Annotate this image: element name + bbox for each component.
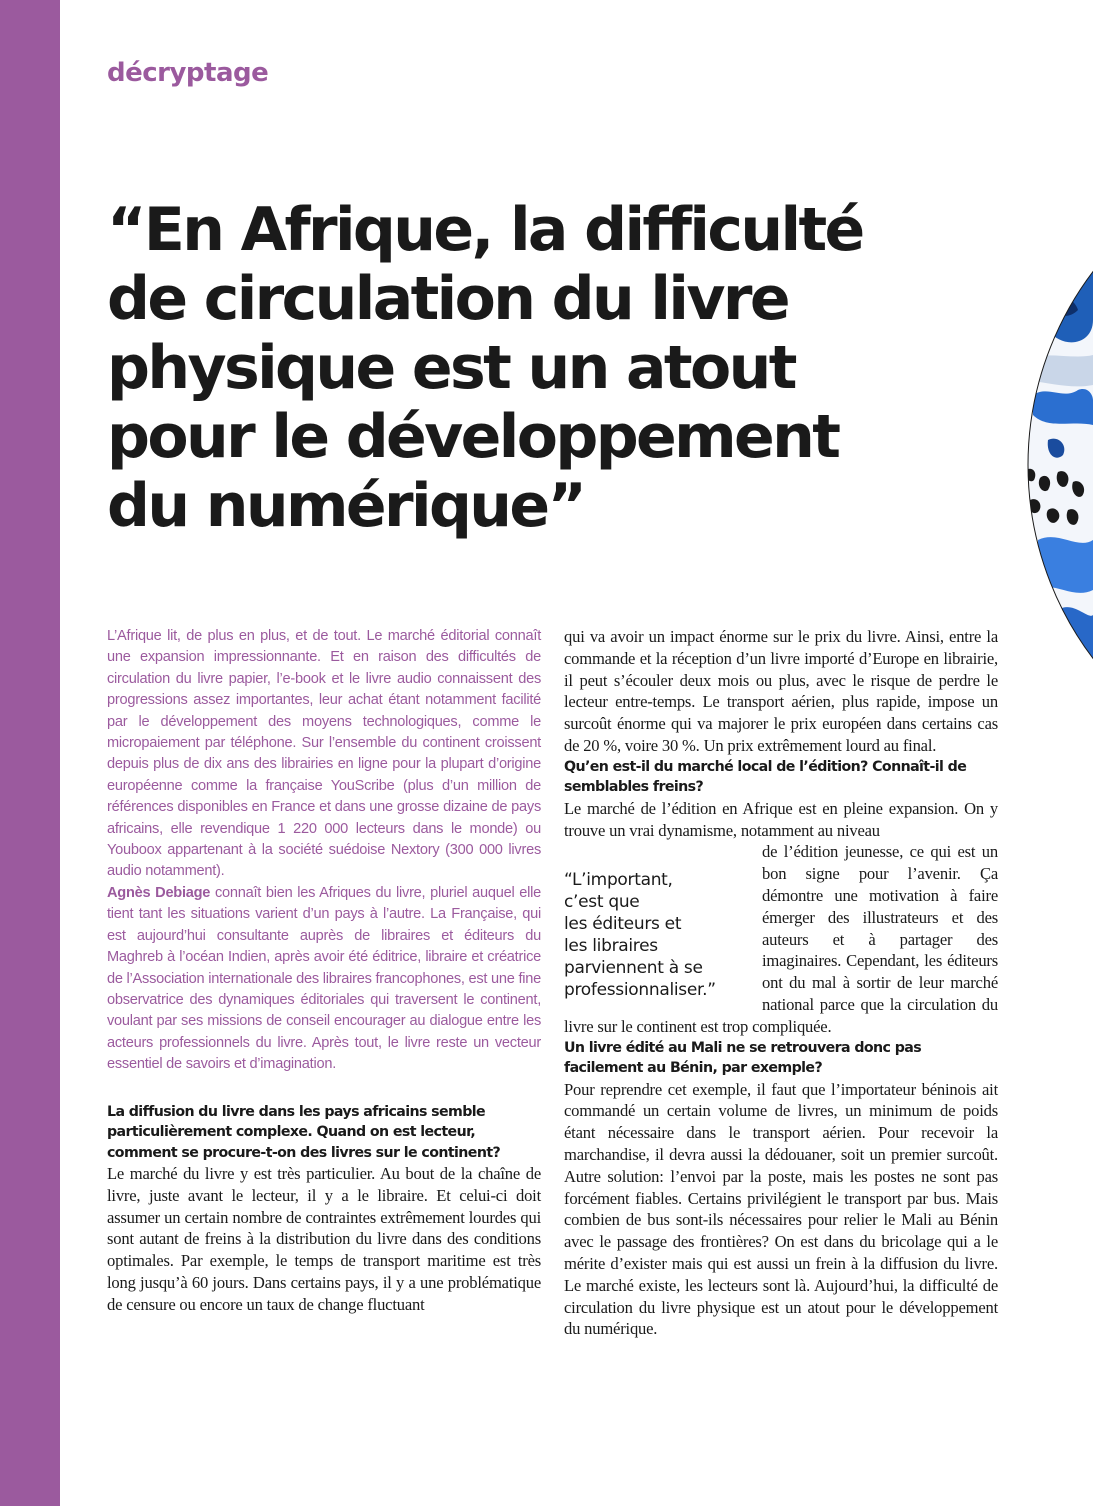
intro-paragraph-author: [107, 883, 541, 1076]
pull-quote-line: c’est que: [564, 892, 640, 913]
intro-paragraph-text: connaît bien les Afriques du livre, pluriel auquel elle tient tant les situations varient d’un pays à l’autre. La Française, qui est aujourd’hui consultante auprès de libraires et éditeurs du Maghreb à l’océan Indien, après avoir été éditrice, libraire et créatrice de l’Association internationale des libraires francophones, est une fine observatrice des dynamiques éditoriales qui traversent le continent, voulant par ses missions de conseil encourager au dialogue entre les acteurs professionnels du livre. Après tout, le livre reste un vecteur essentiel de savoirs et d’imagination.: [107, 884, 541, 1073]
pull-quote-line: professionnaliser.”: [564, 980, 716, 1001]
headline-line: “En Afrique, la difficulté: [107, 195, 863, 265]
interview-answer: Pour reprendre cet exemple, il faut que l’importateur béninois ait commandé un certain volume de livres, un minimum de poids étant nécessaire dans le transport aérien. Pour recevoir la marchandise, il devra aussi la dédouaner, soit un premier surcoût. Autre solution: l’envoi par la poste, mais les postes ne sont pas forcément fiables. Certains privilégient le transport par bus. Mais combien de bus sont-ils nécessaires pour relier le Mali au Bénin avec le passage des frontières? On est dans du bricolage qui a le mérite d’exister mais qui est aussi un frein à la diffusion du livre. Le marché existe, les lecteurs sont là. Aujourd’hui, la difficulté de circulation du livre physique est un atout pour le développement du numérique.: [564, 1079, 998, 1339]
intro-paragraph: L’Afrique lit, de plus en plus, et de tout. Le marché éditorial connaît une expansion impressionnante. Et en raison des difficultés de circulation du livre papier, l’e-book et le livre audio connaissent des progressions assez importantes, leur achat étant notamment facilité par le développement des moyens technologiques, comme le micropaiement par téléphone. Sur l’ensemble du continent croissent depuis plus de dix ans des librairies en ligne pour la plupart d’origine européenne comme la française YouScribe (plus d’un million de références disponibles en France et dans une grosse dizaine de pays africains, elle revendique 1 220 000 lecteurs dans le monde) ou Youboox appartenant à la société suédoise Nextory (300 000 livres audio notamment).: [107, 628, 541, 880]
pull-quote: [564, 869, 752, 1001]
side-color-bar: [0, 0, 60, 1506]
headline-line: physique est un atout: [107, 333, 795, 403]
interview-answer: Le marché du livre y est très particulier. Au bout de la chaîne de livre, juste avant le lecteur, il y a le libraire. Et celui-ci doit assumer un certain nombre de contraintes extrêmement lourdes qui sont autant de freins à la distribution du livre dans des conditions optimales. Par exemple, le temps de transport maritime est très long jusqu’à 60 jours. Dans certains pays, il y a une problématique de censure ou encore un taux de change fluctuant: [107, 1164, 541, 1314]
headline: [107, 196, 957, 541]
interview-answer: Le marché de l’édition en Afrique est en pleine expansion. On y trouve un vrai dynamisme, notamment au niveau: [564, 798, 998, 840]
interview-question: Un livre édité au Mali ne se retrouvera donc pas facilement au Bénin, par exemple?: [564, 1039, 922, 1077]
headline-line: de circulation du livre: [107, 264, 788, 334]
headline-line: pour le développement: [107, 402, 839, 472]
interview-answer: de l’édition jeunesse, ce qui est un bon signe pour l’avenir. Ça démontre une motivation à faire émerger des illustrateurs et des auteurs et à partager des imaginaires. Cependant, les éditeurs ont du mal à sortir de leur marché national parce que la circulation du livre sur le continent est trop compliquée.: [564, 842, 998, 1036]
interview-question: La diffusion du livre dans les pays africains semble particulièrement complexe. Quand on est lecteur, comment se procure-t-on des livres sur le continent?: [107, 1103, 501, 1161]
author-name: Agnès Debiage: [107, 884, 211, 901]
pull-quote-line: “L’important,: [564, 870, 673, 891]
pull-quote-line: les libraires: [564, 936, 658, 957]
headline-line: du numérique”: [107, 471, 585, 541]
interview-question: Qu’en est-il du marché local de l’édition? Connaît-il de semblables freins?: [564, 758, 967, 796]
pull-quote-line: parviennent à se: [564, 958, 703, 979]
pull-quote-line: les éditeurs et: [564, 914, 682, 935]
column-left: [107, 626, 541, 1316]
section-rubric: décryptage: [107, 58, 269, 88]
column-right: [564, 626, 998, 1340]
circular-photo-crop: [1018, 210, 1093, 710]
interview-answer: qui va avoir un impact énorme sur le prix du livre. Ainsi, entre la commande et la réception d’un livre importé d’Europe en librairie, il peut s’écouler deux mois ou plus, avec le risque de perdre le lecteur entre-temps. Le transport aérien, plus rapide, impose un surcoût énorme qui va majorer le prix européen dans certains cas de 20 %, voire 30 %. Un prix extrêmement lourd au final.: [564, 627, 998, 755]
